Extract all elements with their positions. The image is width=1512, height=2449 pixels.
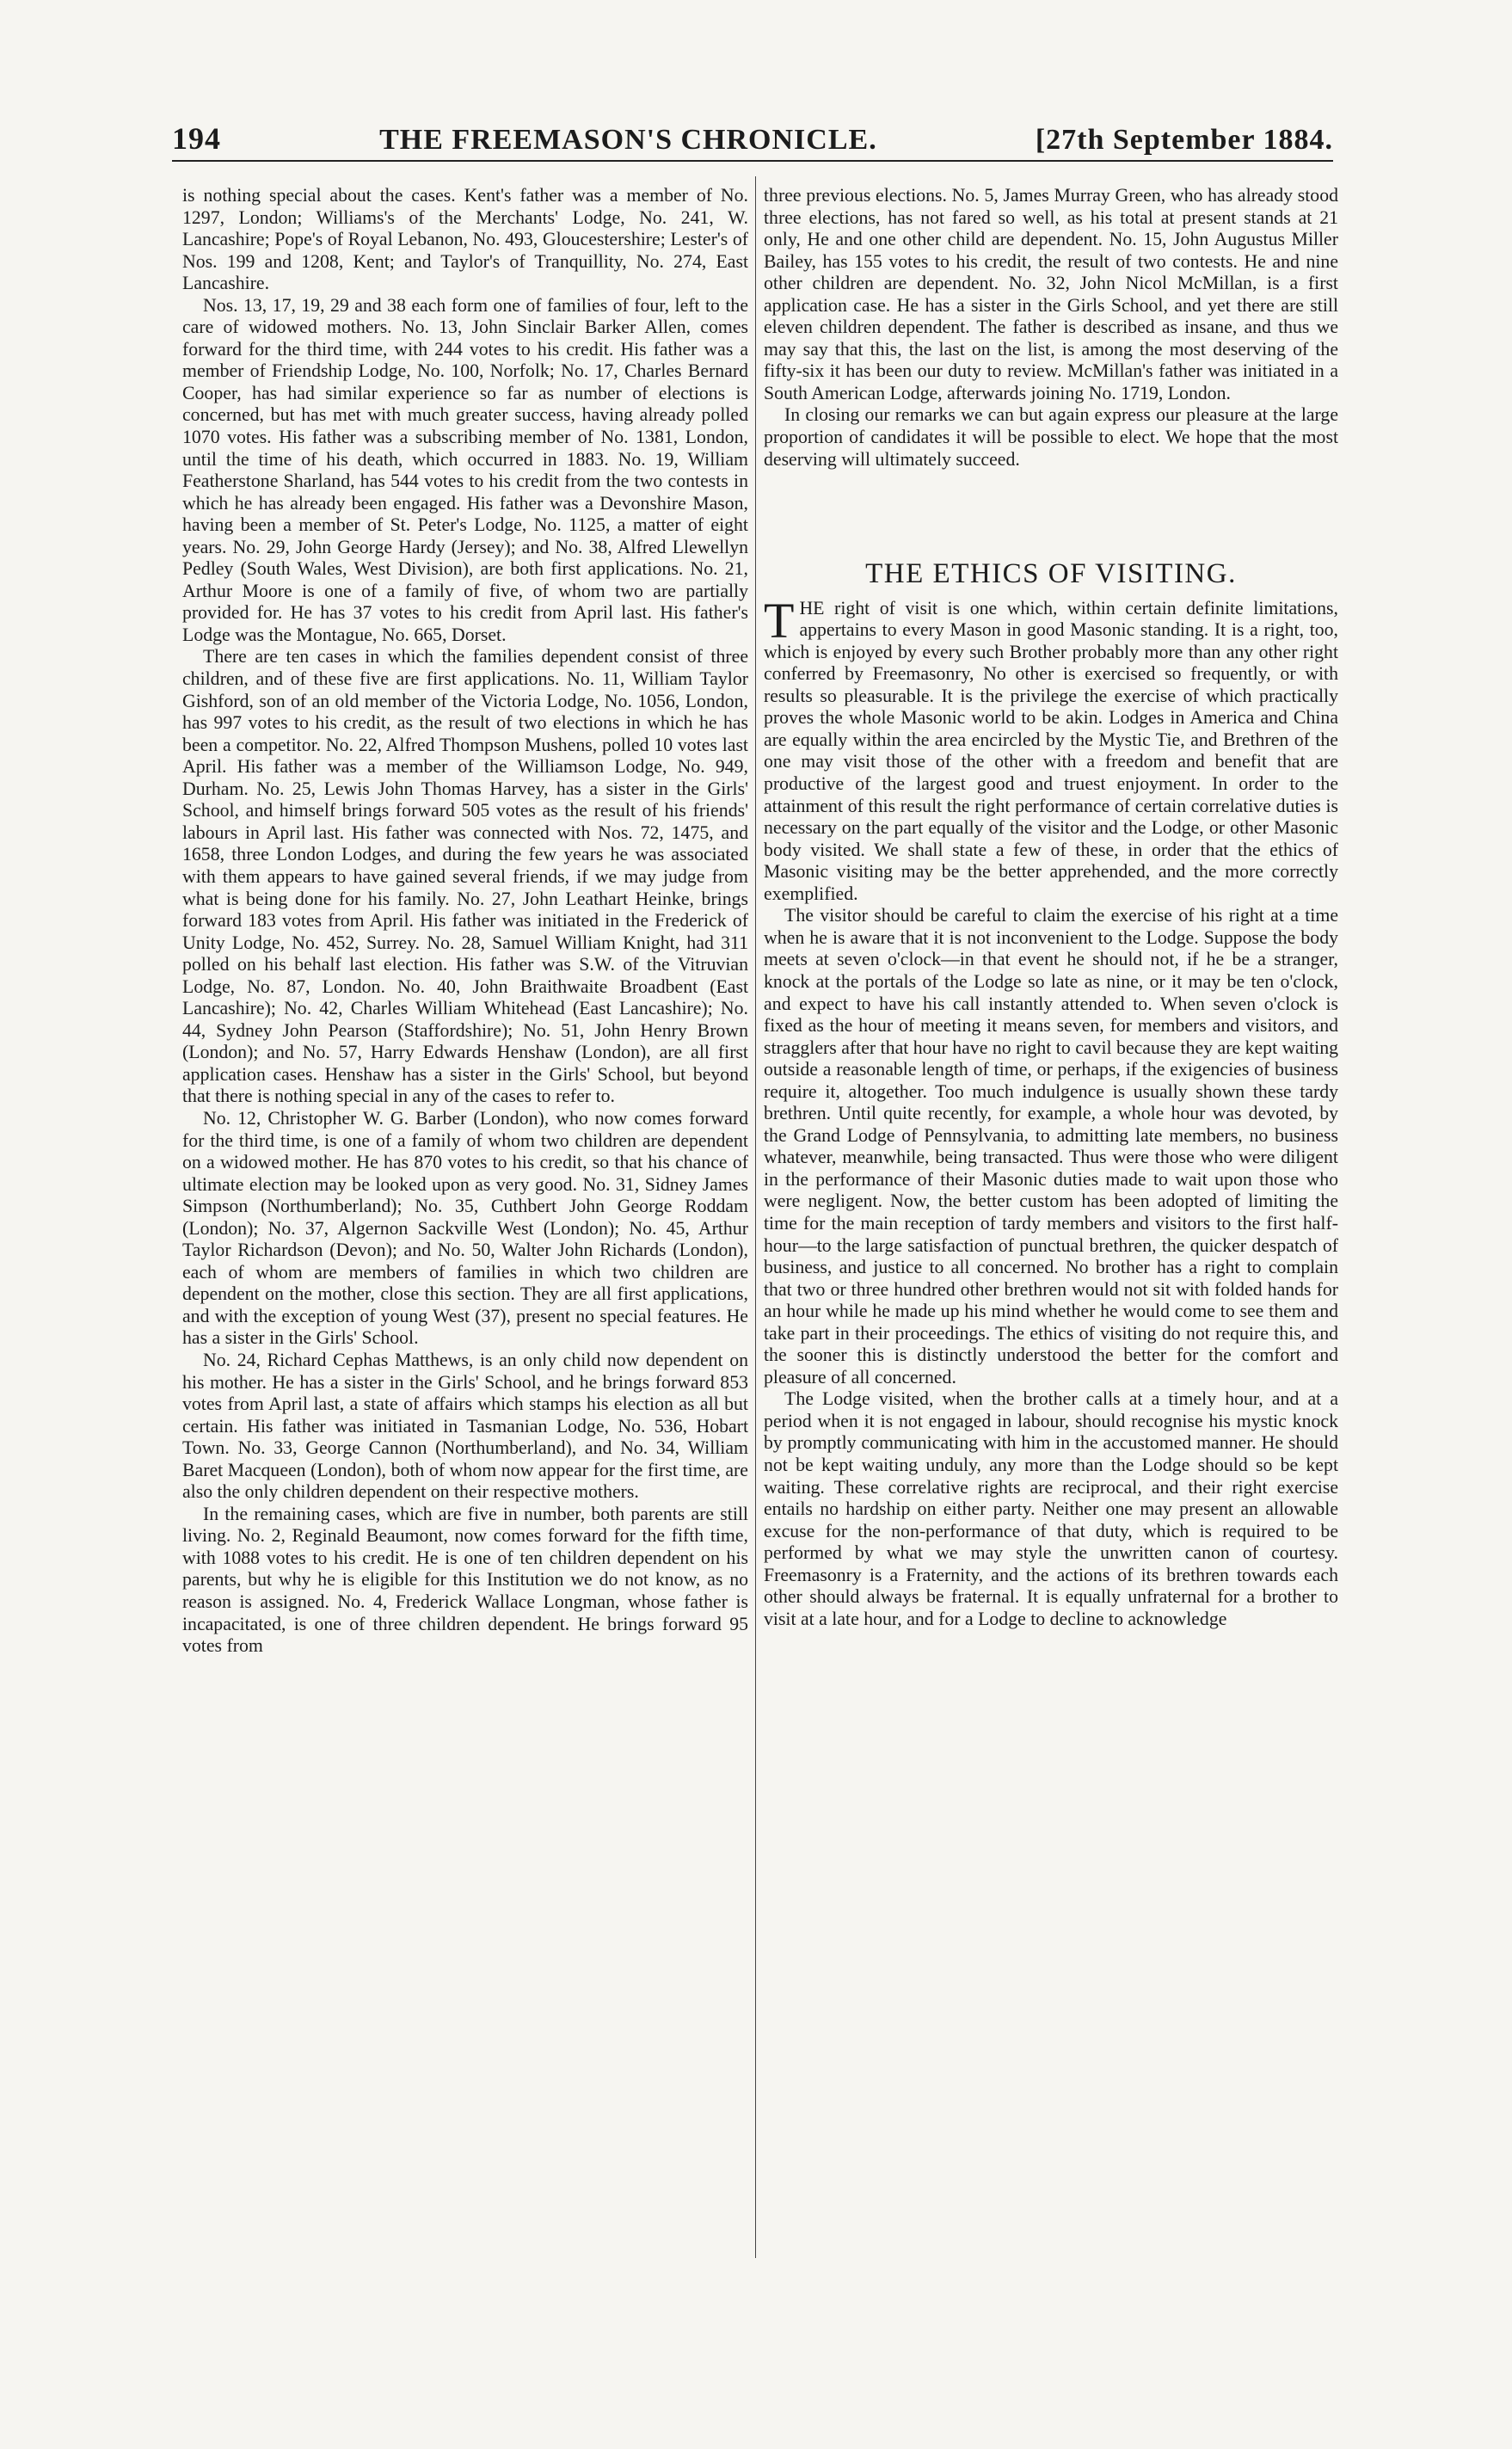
first-paragraph-text: HE right of visit is one which, within certain definite limitations, appertains to every Mason in good Masonic standing. It is a right, too, which is enjoyed by every such Brother probably more than any other right conferred by Freemasonry, No other is exercised so frequently, or with results so pleasurable. It is the privilege the exercise of which practically proves the whole Masonic world to be akin. Lodges in America and China are equally within the area encircled by the Mystic Tie, and Brethren of the one may visit those of the other with a freedom and benefit that are productive of the largest good and truest enjoyment. In order to the attainment of this result the right performance of certain correlative duties is necessary on the part equally of the visitor and the Lodge, or other Masonic body visited. We shall state a few of these, in order that the ethics of Masonic visiting may be the better apprehended, and the more correctly exemplified. <box>764 597 1338 904</box>
paragraph: is nothing special about the cases. Kent's father was a member of No. 1297, London; Williams's of the Merchants' Lodge, No. 241, W. Lancashire; Pope's of Royal Lebanon, No. 493, Gloucestershire; Lester's of Nos. 199 and 1208, Kent; and Taylor's of Tranquillity, No. 274, East Lancashire. <box>182 185 748 294</box>
paragraph: Nos. 13, 17, 19, 29 and 38 each form one of families of four, left to the care of widowed mothers. No. 13, John Sinclair Barker Allen, comes forward for the third time, with 244 votes to his credit. His father was a member of Friendship Lodge, No. 100, Norfolk; No. 17, Charles Bernard Cooper, has had similar experience so far as number of elections is concerned, but has met with much greater success, having already polled 1070 votes. His father was a subscribing member of No. 1381, London, until the time of his death, which occurred in 1883. No. 19, William Featherstone Sharland, has 544 votes to his credit from the two contests in which he has already been engaged. His father was a Devonshire Mason, having been a member of St. Peter's Lodge, No. 1125, a matter of eight years. No. 29, John George Hardy (Jersey); and No. 38, Alfred Llewellyn Pedley (South Wales, West Division), are both first applications. No. 21, Arthur Moore is one of a family of five, of whom two are partially provided for. He has 37 votes to his credit from April last. His father's Lodge was the Montague, No. 665, Dorset. <box>182 294 748 645</box>
column-rule <box>755 176 756 2258</box>
paragraph: The Lodge visited, when the brother calls at a timely hour, and at a period when it is not engaged in labour, should recognise his mystic knock by promptly communicating with him in the accustomed manner. He should not be kept waiting unduly, any more than the Lodge should so be kept waiting. These correlative rights are reciprocal, and their right exercise entails no hardship on either party. Neither one may present an allowable excuse for the non-performance of that duty, which is required to be performed by what we may style the unwritten canon of courtesy. Freemasonry is a Fraternity, and the actions of its brethren towards each other should always be fraternal. It is equally unfraternal for a brother to visit at a late hour, and for a Lodge to decline to acknowledge <box>764 1388 1338 1629</box>
paragraph: three previous elections. No. 5, James Murray Green, who has already stood three elections, has not fared so well, as his total at present stands at 21 only, He and one other child are dependent. No. 15, John Augustus Miller Bailey, has 155 votes to his credit, the result of two contests. He and nine other children are dependent. No. 32, John Nicol McMillan, is a first application case. He has a sister in the Girls School, and yet there are still eleven children dependent. The father is described as insane, and thus we may say that this, the last on the list, is among the most deserving of the fifty-six it has been our duty to review. McMillan's father was initiated in a South American Lodge, afterwards joining No. 1719, London. <box>764 185 1338 403</box>
paragraph: In the remaining cases, which are five in number, both parents are still living. No. 2, Reginald Beaumont, now comes forward for the fifth time, with 1088 votes to his credit. He is one of ten children dependent on his parents, but why he is eligible for this Institution we do not know, as no reason is assigned. No. 4, Frederick Wallace Longman, whose father is incapacitated, is one of three children dependent. He brings forward 95 votes from <box>182 1503 748 1657</box>
article-title: THE ETHICS OF VISITING. <box>865 558 1237 590</box>
right-column <box>764 185 1338 1630</box>
drop-cap: T <box>764 592 795 649</box>
paragraph: There are ten cases in which the families dependent consist of three children, and of these five are first applications. No. 11, William Taylor Gishford, son of an old member of the Victoria Lodge, No. 1056, London, has 997 votes to his credit, as the result of two elections in which he has been a competitor. No. 22, Alfred Thompson Mushens, polled 10 votes last April. His father was a member of the Williamson Lodge, No. 949, Durham. No. 25, Lewis John Thomas Harvey, has a sister in the Girls' School, and himself brings forward 505 votes as the result of his friends' labours in April last. His father was connected with Nos. 72, 1475, and 1658, three London Lodges, and during the few years he was associated with them appears to have gained several friends, if we may judge from what is being done for his family. No. 27, John Leathart Heinke, brings forward 183 votes from April. His father was initiated in the Frederick of Unity Lodge, No. 452, Surrey. No. 28, Samuel William Knight, had 311 polled on his behalf last election. His father was S.W. of the Vitruvian Lodge, No. 87, London. No. 40, John Braithwaite Broadbent (East Lancashire); No. 42, Charles William Whitehead (East Lancashire); No. 44, Sydney John Pearson (Staffordshire); No. 51, John Henry Brown (London); and No. 57, Harry Edwards Henshaw (London), are all first application cases. Henshaw has a sister in the Girls' School, but beyond that there is nothing special in any of the cases to refer to. <box>182 646 748 1107</box>
paragraph: The visitor should be careful to claim the exercise of his right at a time when he is aware that it is not inconvenient to the Lodge. Suppose the body meets at seven o'clock—in that event he should not, if he be a stranger, knock at the portals of the Lodge so late as nine, or it may be ten o'clock, and expect to have his call instantly attended to. When seven o'clock is fixed as the hour of meeting it means seven, for members and visitors, and stragglers after that hour have no right to cavil because they are kept waiting outside a reasonable length of time, or perhaps, if the exigencies of business require it, altogether. Too much indulgence is usually shown these tardy brethren. Until quite recently, for example, a whole hour was devoted, by the Grand Lodge of Pennsylvania, to admitting late members, no business whatever, meanwhile, being transacted. Thus were those who were diligent in the performance of their Masonic duties made to wait upon those who were negligent. Now, the better custom has been adopted of limiting the time for the main reception of tardy members and visitors to the first half-hour—to the large satisfaction of punctual brethren, the quicker despatch of business, and justice to all concerned. No brother has a right to complain that two or three hundred other brethren would not sit with folded hands for an hour while he made up his mind whether he would come to see them and take part in their proceedings. The ethics of visiting do not require this, and the sooner this is distinctly understood the better for the comfort and pleasure of all concerned. <box>764 905 1338 1388</box>
paragraph: In closing our remarks we can but again express our pleasure at the large proportion of candidates it will be possible to elect. We hope that the most deserving will ultimately succeed. <box>764 404 1338 470</box>
issue-date: [27th September 1884. <box>1035 124 1333 156</box>
paragraph: No. 12, Christopher W. G. Barber (London), who now comes forward for the third time, is one of a family of whom two children are dependent on a widowed mother. He has 870 votes to his credit, so that his chance of ultimate election may be looked upon as very good. No. 31, Sidney James Simpson (Northumberland); No. 35, Cuthbert John George Roddam (London); No. 37, Algernon Sackville West (London); No. 45, Arthur Taylor Richardson (Devon); and No. 50, Walter John Richards (London), each of whom are members of families in which two children are dependent on the mother, close this section. They are all first applications, and with the exception of young West (37), present no special features. He has a sister in the Girls' School. <box>182 1107 748 1349</box>
page-number: 194 <box>172 121 221 156</box>
left-column <box>182 185 748 1658</box>
header-rule <box>172 160 1333 162</box>
publication-title: THE FREEMASON'S CHRONICLE. <box>379 124 877 156</box>
article-first-paragraph <box>764 592 1338 906</box>
page-header <box>172 120 1333 157</box>
paragraph: No. 24, Richard Cephas Matthews, is an only child now dependent on his mother. He has a sister in the Girls' School, and he brings forward 853 votes from April last, a state of affairs which stamps his election as all but certain. His father was initiated in Tasmanian Lodge, No. 536, Hobart Town. No. 33, George Cannon (Northumberland), and No. 34, William Baret Macqueen (London), both of whom now appear for the first time, are also the only children dependent on their respective mothers. <box>182 1349 748 1503</box>
